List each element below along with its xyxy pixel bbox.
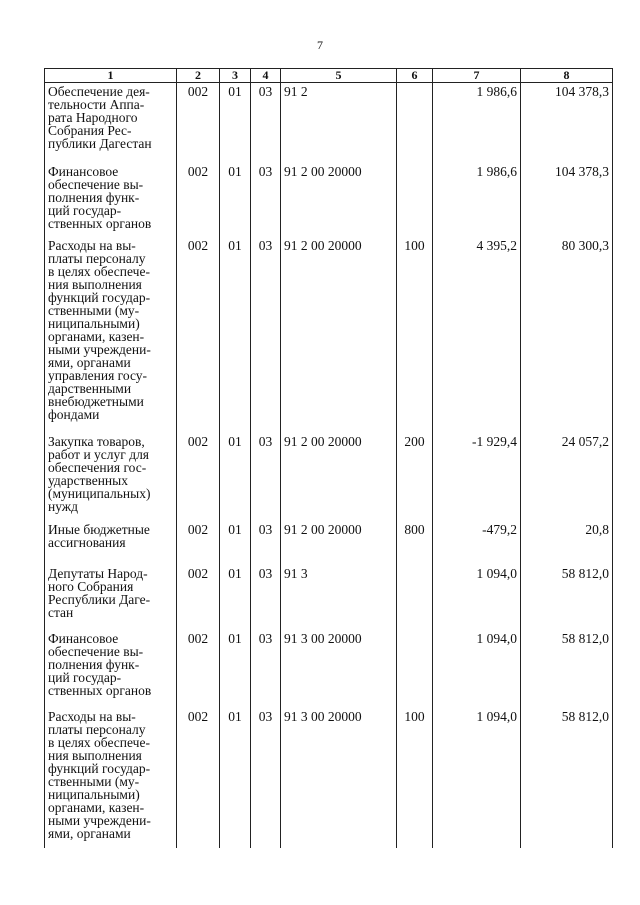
cell-c3: 01 <box>220 708 251 848</box>
cell-c3: 01 <box>220 163 251 237</box>
table-row <box>45 708 613 848</box>
column-header-3: 3 <box>220 69 251 83</box>
cell-c7: 1 094,0 <box>433 630 521 708</box>
row-name-cell <box>45 521 177 565</box>
budget-table <box>44 68 613 848</box>
table-row <box>45 565 613 630</box>
row-name-text: Финансовое обеспечение вы- полнения функ- ций государ- ственных органов <box>48 630 152 698</box>
cell-c3: 01 <box>220 565 251 630</box>
column-header-8: 8 <box>521 69 613 83</box>
cell-c7: 4 395,2 <box>433 237 521 433</box>
cell-c6: 800 <box>397 521 433 565</box>
page-number: 7 <box>317 38 323 52</box>
column-header-4: 4 <box>251 69 281 83</box>
column-header-2: 2 <box>177 69 220 83</box>
cell-c3: 01 <box>220 521 251 565</box>
column-header-7: 7 <box>433 69 521 83</box>
cell-c7: -1 929,4 <box>433 433 521 521</box>
cell-c7: 1 986,6 <box>433 163 521 237</box>
cell-c7: -479,2 <box>433 521 521 565</box>
cell-c5: 91 2 00 20000 <box>281 237 397 433</box>
cell-c4: 03 <box>251 433 281 521</box>
cell-c6 <box>397 83 433 163</box>
row-name-text: Расходы на вы- платы персоналу в целях обеспече- ния выполнения функций государ- ственными (му- ниципальными) органами, казен- ными учреждени- ями, органами <box>48 708 151 841</box>
row-name-text: Финансовое обеспечение вы- полнения функ- ций государ- ственных органов <box>48 163 152 231</box>
cell-c5: 91 2 <box>281 83 397 163</box>
table-row <box>45 83 613 163</box>
cell-c4: 03 <box>251 565 281 630</box>
row-name-cell <box>45 565 177 630</box>
column-header-5: 5 <box>281 69 397 83</box>
cell-c4: 03 <box>251 163 281 237</box>
table-row <box>45 163 613 237</box>
row-name-text: Депутаты Народ- ного Собрания Республики Даге- стан <box>48 565 151 620</box>
cell-c5: 91 2 00 20000 <box>281 163 397 237</box>
row-name-text: Закупка товаров, работ и услуг для обеспечения гос- ударственных (муниципальных) нужд <box>48 433 151 514</box>
cell-c2: 002 <box>177 630 220 708</box>
cell-c2: 002 <box>177 433 220 521</box>
table-row <box>45 237 613 433</box>
cell-c8: 20,8 <box>521 521 613 565</box>
cell-c5: 91 3 00 20000 <box>281 708 397 848</box>
cell-c8: 104 378,3 <box>521 163 613 237</box>
cell-c7: 1 094,0 <box>433 708 521 848</box>
row-name-cell <box>45 708 177 848</box>
cell-c8: 58 812,0 <box>521 708 613 848</box>
row-name-cell <box>45 237 177 433</box>
column-header-6: 6 <box>397 69 433 83</box>
row-name-cell <box>45 163 177 237</box>
cell-c2: 002 <box>177 708 220 848</box>
cell-c2: 002 <box>177 521 220 565</box>
cell-c2: 002 <box>177 83 220 163</box>
cell-c6: 100 <box>397 708 433 848</box>
cell-c4: 03 <box>251 83 281 163</box>
cell-c6: 200 <box>397 433 433 521</box>
cell-c6 <box>397 163 433 237</box>
table-row <box>45 521 613 565</box>
cell-c5: 91 3 00 20000 <box>281 630 397 708</box>
row-name-cell <box>45 630 177 708</box>
cell-c7: 1 094,0 <box>433 565 521 630</box>
cell-c7: 1 986,6 <box>433 83 521 163</box>
cell-c2: 002 <box>177 163 220 237</box>
cell-c2: 002 <box>177 237 220 433</box>
header-row <box>45 69 613 83</box>
row-name-cell <box>45 433 177 521</box>
row-name-text: Иные бюджетные ассигнования <box>48 521 150 550</box>
cell-c8: 104 378,3 <box>521 83 613 163</box>
table-row <box>45 630 613 708</box>
cell-c3: 01 <box>220 237 251 433</box>
cell-c8: 80 300,3 <box>521 237 613 433</box>
cell-c3: 01 <box>220 630 251 708</box>
cell-c4: 03 <box>251 237 281 433</box>
cell-c2: 002 <box>177 565 220 630</box>
cell-c4: 03 <box>251 708 281 848</box>
cell-c4: 03 <box>251 521 281 565</box>
cell-c5: 91 2 00 20000 <box>281 521 397 565</box>
cell-c8: 24 057,2 <box>521 433 613 521</box>
cell-c8: 58 812,0 <box>521 565 613 630</box>
cell-c3: 01 <box>220 83 251 163</box>
row-name-cell <box>45 83 177 163</box>
cell-c4: 03 <box>251 630 281 708</box>
cell-c5: 91 2 00 20000 <box>281 433 397 521</box>
column-header-1: 1 <box>45 69 177 83</box>
row-name-text: Расходы на вы- платы персоналу в целях обеспече- ния выполнения функций государ- ственными (му- ниципальными) органами, казен- ными учреждени- ями, органами управления госу- дарственными внебюджетными фондами <box>48 237 151 422</box>
cell-c6 <box>397 565 433 630</box>
cell-c8: 58 812,0 <box>521 630 613 708</box>
cell-c5: 91 3 <box>281 565 397 630</box>
table-row <box>45 433 613 521</box>
cell-c3: 01 <box>220 433 251 521</box>
cell-c6: 100 <box>397 237 433 433</box>
row-name-text: Обеспечение дея- тельности Аппа- рата Народного Собрания Рес- публики Дагестан <box>48 84 152 151</box>
cell-c6 <box>397 630 433 708</box>
